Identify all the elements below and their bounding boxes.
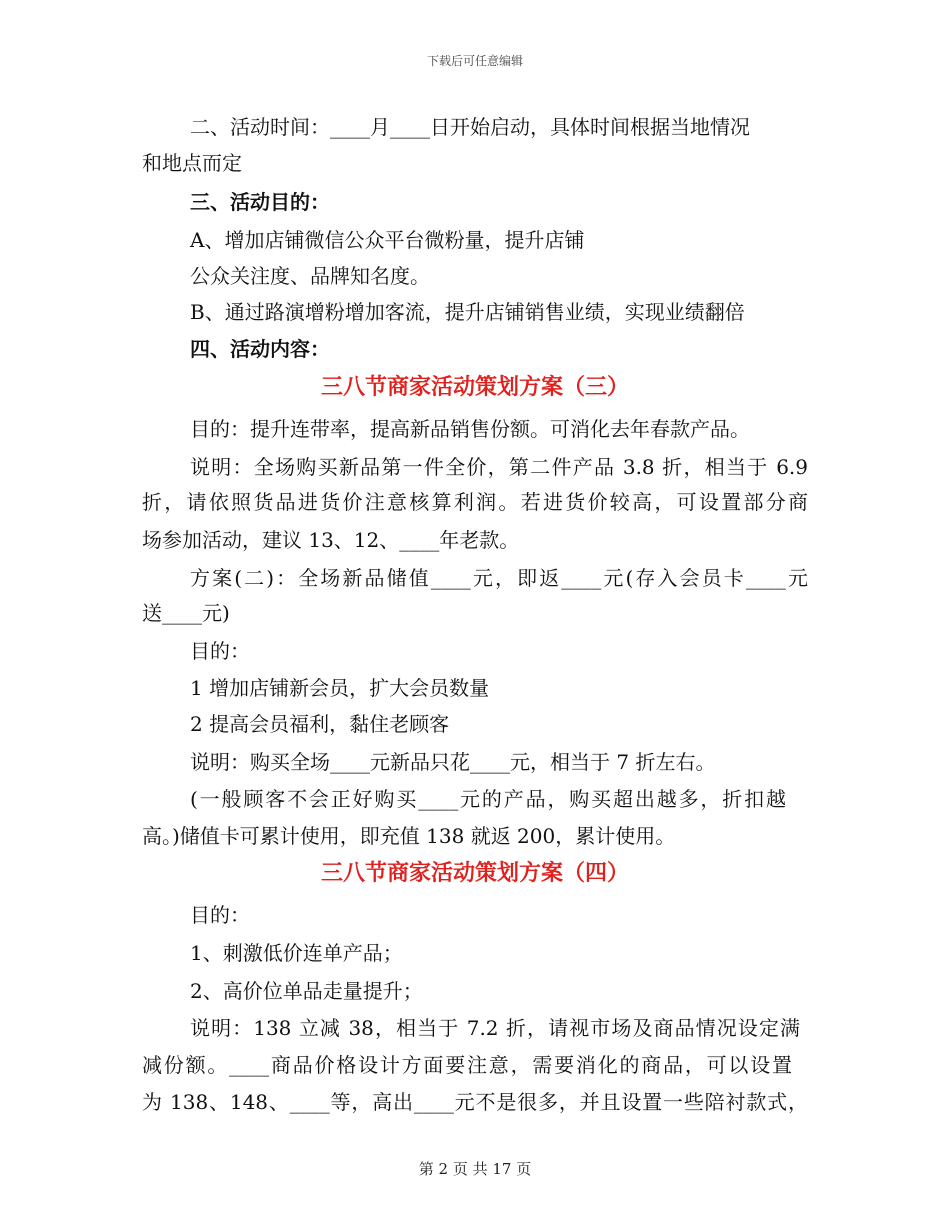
paragraph-line: A、增加店铺微信公众平台微粉量，提升店铺 [190,228,585,252]
paragraph-line: 目的： [190,903,250,927]
paragraph-line: 场参加活动，建议 13、12、____年老款。 [142,528,520,552]
section-title: 三八节商家活动策划方案（四） [320,860,629,886]
paragraph-line: (一般顾客不会正好购买____元的产品，购买超出越多，折扣越 [190,787,786,811]
paragraph-line: 2、高价位单品走量提升； [190,979,423,1003]
paragraph-line: 说明：全场购买新品第一件全价，第二件产品 3.8 折，相当于 6.9 [190,455,808,479]
paragraph-line: 减份额。____商品价格设计方面要注意，需要消化的商品，可以设置 [142,1053,792,1077]
paragraph-line: 1、刺激低价连单产品； [190,941,403,965]
paragraph-line: 和地点而定 [142,151,242,175]
paragraph-line: 方案(二)：全场新品储值____元，即返____元(存入会员卡____元 [190,566,808,590]
paragraph-line: 高。)储值卡可累计使用，即充值 138 就返 200，累计使用。 [142,824,676,848]
paragraph-line: 折，请依照货品进货价注意核算利润。若进货价较高，可设置部分商 [142,490,808,514]
paragraph-line: 目的：提升连带率，提高新品销售份额。可消化去年春款产品。 [190,417,750,441]
paragraph-line: 公众关注度、品牌知名度。 [190,264,430,288]
paragraph-line: 说明：138 立减 38，相当于 7.2 折，请视市场及商品情况设定满 [190,1016,800,1040]
paragraph-line: 为 138、148、____等，高出____元不是很多，并且设置一些陪衬款式， [142,1090,808,1114]
section-heading: 四、活动内容： [190,337,330,361]
section-title: 三八节商家活动策划方案（三） [320,374,629,400]
paragraph-line: 二、活动时间：____月____日开始启动，具体时间根据当地情况 [190,115,750,139]
paragraph-line: 1 增加店铺新会员，扩大会员数量 [190,676,490,700]
paragraph-line: 目的： [190,639,250,663]
page-footer: 第 2 页 共 17 页 [418,1160,532,1178]
paragraph-line: B、通过路演增粉增加客流，提升店铺销售业绩，实现业绩翻倍 [190,300,745,324]
section-heading: 三、活动目的： [190,190,330,214]
paragraph-line: 2 提高会员福利，黏住老顾客 [190,712,450,736]
page-header: 下载后可任意编辑 [426,54,523,68]
paragraph-line: 说明：购买全场____元新品只花____元，相当于 7 折左右。 [190,750,716,774]
paragraph-line: 送____元) [142,601,230,625]
